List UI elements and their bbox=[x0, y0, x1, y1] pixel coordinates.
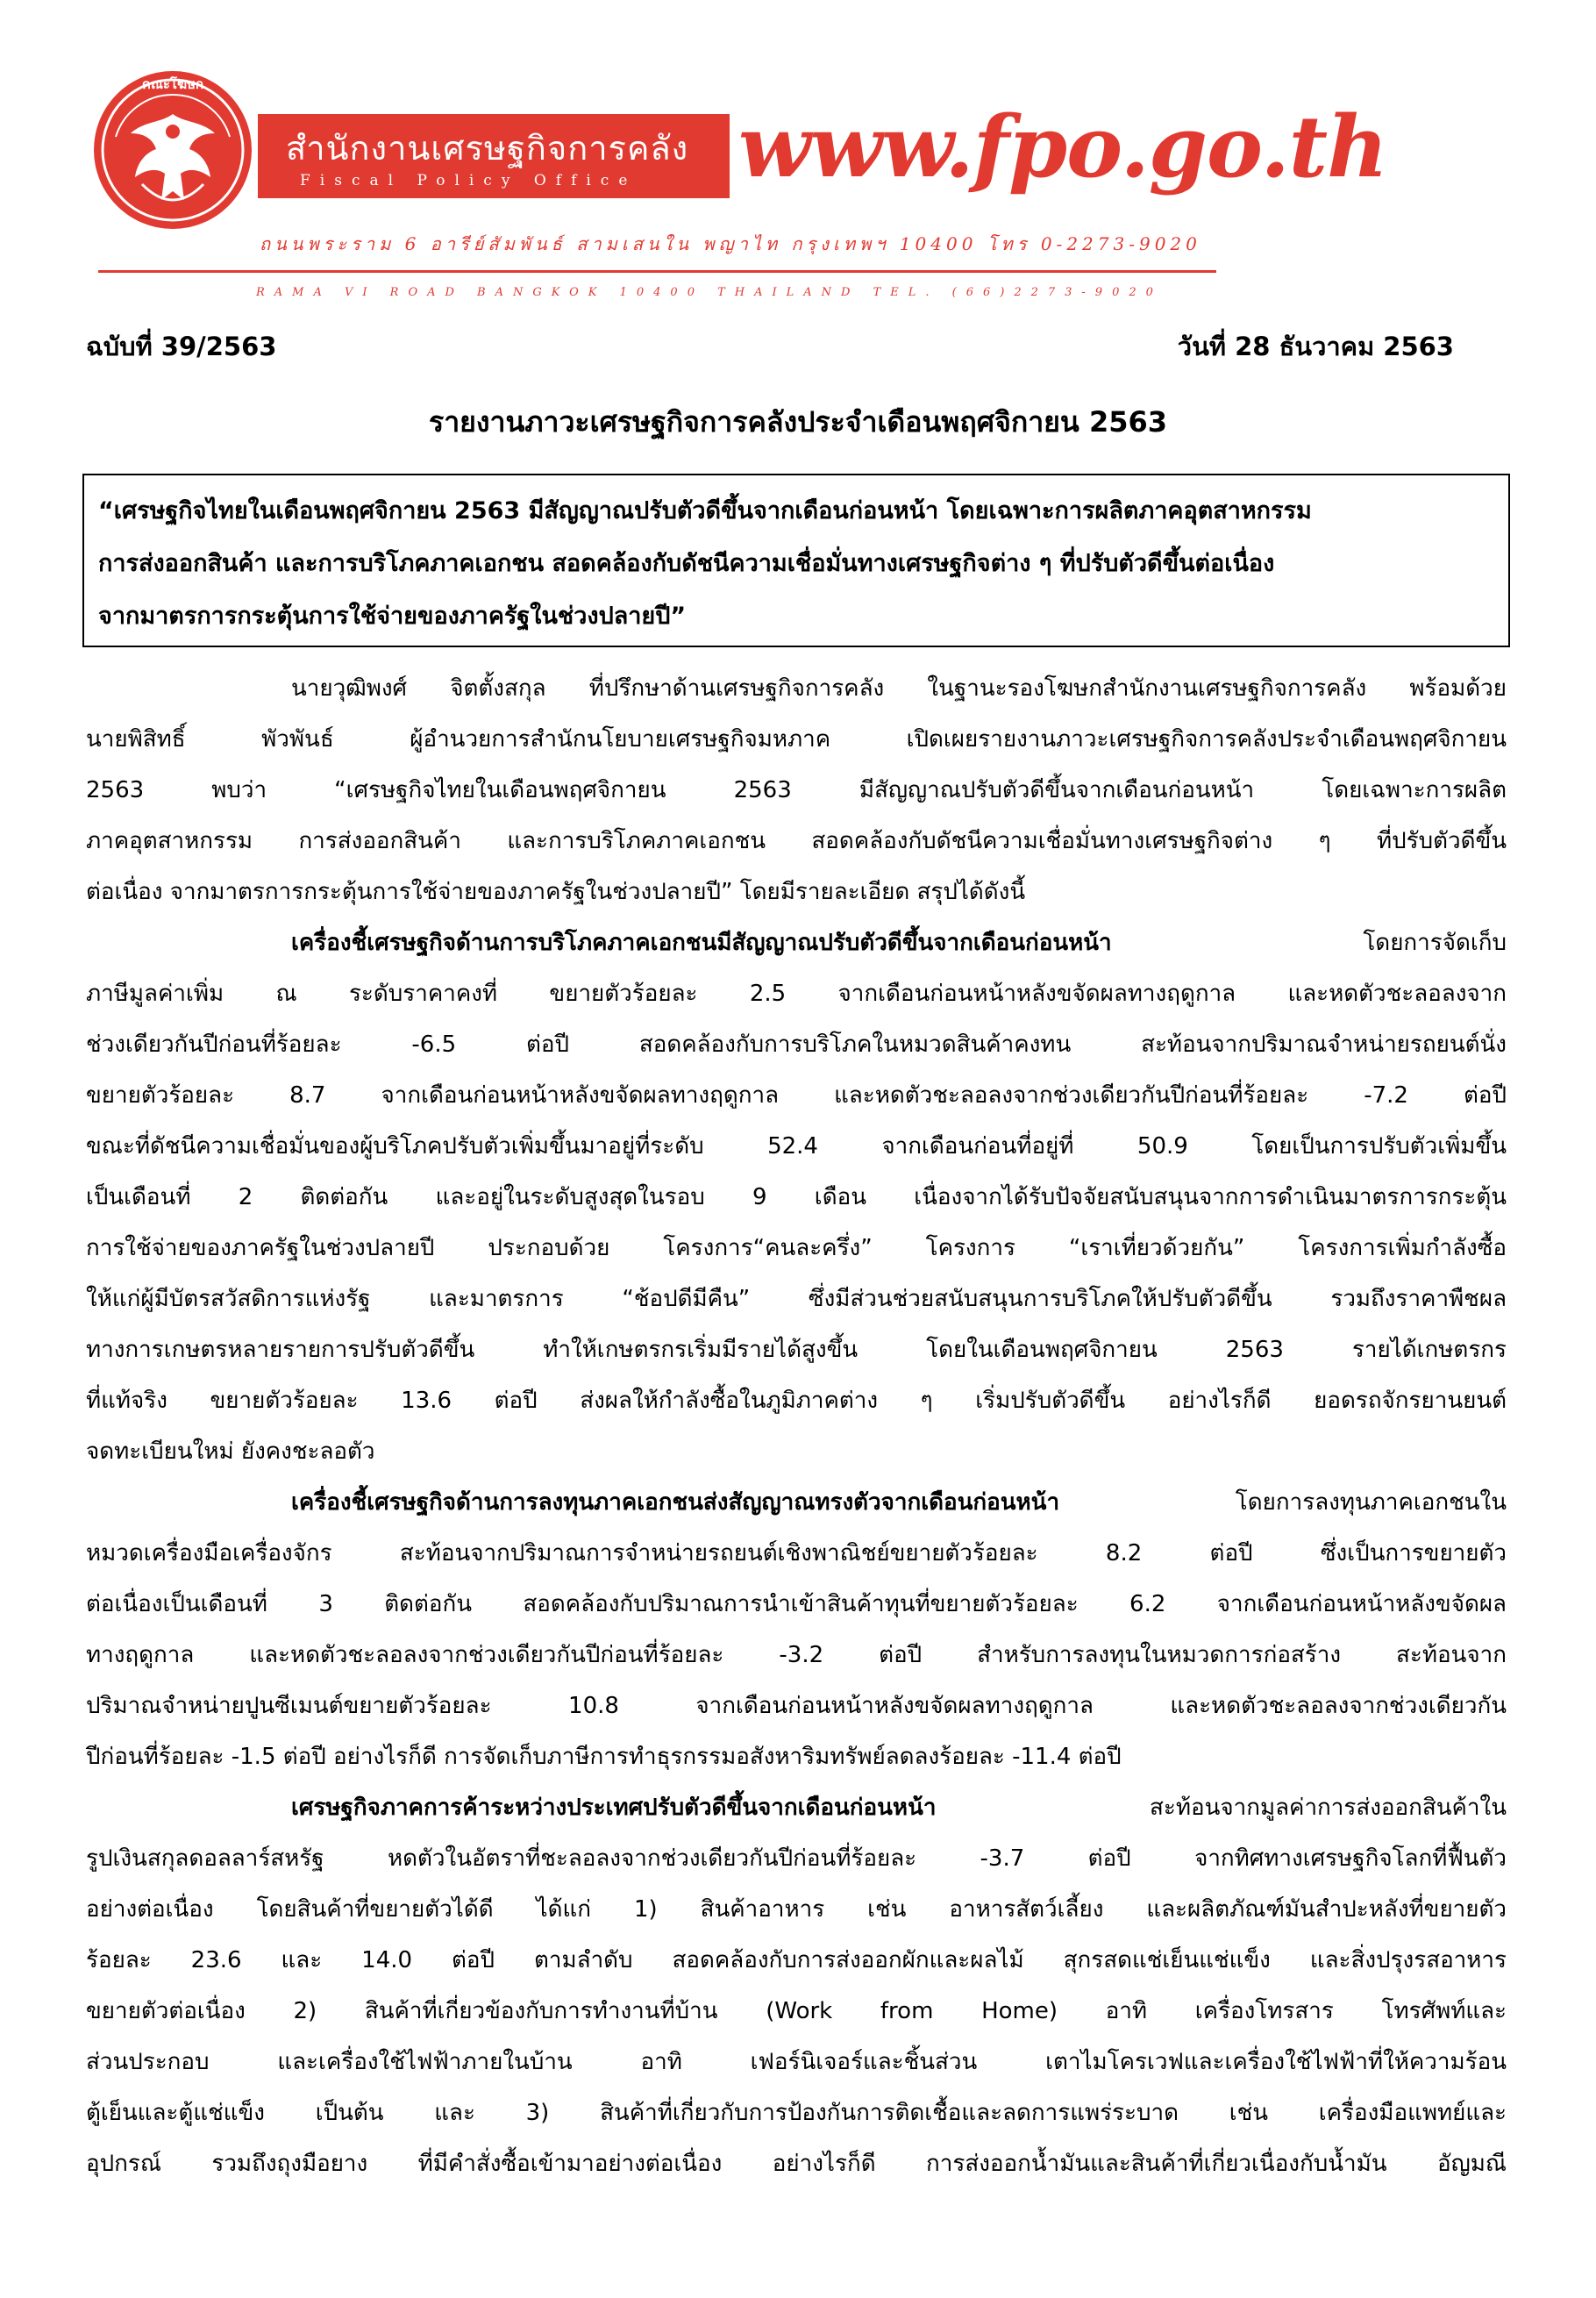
body-line: หมวดเครื่องมือเครื่องจักร สะท้อนจากปริมาณการจำหน่ายรถยนต์เชิงพาณิชย์ขยายตัวร้อยละ 8.2 ต่อปี ซึ่งเป็นการขยายตัว bbox=[86, 1540, 1507, 1566]
body-line: ทางฤดูกาล และหดตัวชะลอลงจากช่วงเดียวกันปีก่อนที่ร้อยละ -3.2 ต่อปี สำหรับการลงทุนในหมวดการก่อสร้าง สะท้อนจาก bbox=[86, 1642, 1507, 1668]
body-line: ช่วงเดียวกันปีก่อนที่ร้อยละ -6.5 ต่อปี สอดคล้องกับการบริโภคในหมวดสินค้าคงทน สะท้อนจากปริมาณจำหน่ายรถยนต์นั่ง bbox=[86, 1031, 1507, 1058]
issue-number: ฉบับที่ 39/2563 bbox=[86, 332, 277, 361]
report-title: รายงานภาวะเศรษฐกิจการคลังประจำเดือนพฤศจิกายน 2563 bbox=[429, 405, 1167, 439]
section-lead-text: สะท้อนจากมูลค่าการส่งออกสินค้าใน bbox=[1150, 1795, 1507, 1821]
body-line: ขณะที่ดัชนีความเชื่อมั่นของผู้บริโภคปรับตัวเพิ่มขึ้นมาอยู่ที่ระดับ 52.4 จากเดือนก่อนที่อยู่ที่ 50.9 โดยเป็นการปรับตัวเพิ่มขึ้น bbox=[86, 1133, 1507, 1160]
section-heading-consumption: เครื่องชี้เศรษฐกิจด้านการบริโภคภาคเอกชนมีสัญญาณปรับตัวดีขึ้นจากเดือนก่อนหน้า bbox=[291, 930, 1112, 956]
section-heading-investment: เครื่องชี้เศรษฐกิจด้านการลงทุนภาคเอกชนส่งสัญญาณทรงตัวจากเดือนก่อนหน้า bbox=[291, 1489, 1060, 1516]
quote-line: จากมาตรการกระตุ้นการใช้จ่ายของภาครัฐในช่วงปลายปี” bbox=[98, 603, 687, 630]
section-heading-line bbox=[291, 931, 1507, 954]
address-thai: ถนนพระราม 6 อารีย์สัมพันธ์ สามเสนใน พญาไท กรุงเทพฯ 10400 โทร 0-2273-9020 bbox=[260, 233, 1201, 254]
issue-date: วันที่ 28 ธันวาคม 2563 bbox=[1177, 332, 1454, 361]
body-line: ปีก่อนที่ร้อยละ -1.5 ต่อปี อย่างไรก็ดี การจัดเก็บภาษีการทำธุรกรรมอสังหาริมทรัพย์ลดลงร้อยละ -11.4 ต่อปี bbox=[86, 1744, 1122, 1770]
body-line: ส่วนประกอบ และเครื่องใช้ไฟฟ้าภายในบ้าน อาทิ เฟอร์นิเจอร์และชิ้นส่วน เตาไมโครเวฟและเครื่องใช้ไฟฟ้าที่ให้ความร้อน bbox=[86, 2049, 1507, 2075]
section-heading-trade: เศรษฐกิจภาคการค้าระหว่างประเทศปรับตัวดีขึ้นจากเดือนก่อนหน้า bbox=[291, 1795, 937, 1821]
letterhead-divider bbox=[98, 270, 1216, 273]
quote-line: การส่งออกสินค้า และการบริโภคภาคเอกชน สอดคล้องกับดัชนีความเชื่อมั่นทางเศรษฐกิจต่าง ๆ ที่ปรับตัวดีขึ้นต่อเนื่อง bbox=[98, 550, 1275, 577]
body-line: ปริมาณจำหน่ายปูนซีเมนต์ขยายตัวร้อยละ 10.8 จากเดือนก่อนหน้าหลังขจัดผลทางฤดูกาล และหดตัวชะลอลงจากช่วงเดียวกัน bbox=[86, 1693, 1507, 1719]
org-name-english: Fiscal Policy Office bbox=[300, 172, 638, 189]
body-line: เป็นเดือนที่ 2 ติดต่อกัน และอยู่ในระดับสูงสุดในรอบ 9 เดือน เนื่องจากได้รับปัจจัยสนับสนุนจากการดำเนินมาตรการกระตุ้น bbox=[86, 1184, 1507, 1210]
body-line: ต่อเนื่อง จากมาตรการกระตุ้นการใช้จ่ายของภาครัฐในช่วงปลายปี” โดยมีรายละเอียด สรุปได้ดังนี้ bbox=[86, 879, 1026, 905]
body-line: ขยายตัวร้อยละ 8.7 จากเดือนก่อนหน้าหลังขจัดผลทางฤดูกาล และหดตัวชะลอลงจากช่วงเดียวกันปีก่อนที่ร้อยละ -7.2 ต่อปี bbox=[86, 1082, 1507, 1109]
body-line: การใช้จ่ายของภาครัฐในช่วงปลายปี ประกอบด้วย โครงการ“คนละครึ่ง” โครงการ “เราเที่ยวด้วยกัน” โครงการเพิ่มกำลังซื้อ bbox=[86, 1235, 1507, 1261]
letterhead bbox=[0, 0, 1596, 303]
body-line: อุปกรณ์ รวมถึงถุงมือยาง ที่มีคำสั่งซื้อเข้ามาอย่างต่อเนื่อง อย่างไรก็ดี การส่งออกน้ำมันและสินค้าที่เกี่ยวเนื่องกับน้ำมัน อัญมณี bbox=[86, 2151, 1507, 2177]
body-line: รูปเงินสกุลดอลลาร์สหรัฐ หดตัวในอัตราที่ชะลอลงจากช่วงเดียวกันปีก่อนที่ร้อยละ -3.7 ต่อปี จากทิศทางเศรษฐกิจโลกที่ฟื้นตัว bbox=[86, 1845, 1507, 1872]
quote-line: “เศรษฐกิจไทยในเดือนพฤศจิกายน 2563 มีสัญญาณปรับตัวดีขึ้นจากเดือนก่อนหน้า โดยเฉพาะการผลิตภาคอุตสาหกรรม bbox=[98, 497, 1312, 525]
body-line: ภาคอุตสาหกรรม การส่งออกสินค้า และการบริโภคภาคเอกชน สอดคล้องกับดัชนีความเชื่อมั่นทางเศรษฐกิจต่าง ๆ ที่ปรับตัวดีขึ้น bbox=[86, 828, 1507, 854]
body-line: นายวุฒิพงศ์ จิตตั้งสกุล ที่ปรึกษาด้านเศรษฐกิจการคลัง ในฐานะรองโฆษกสำนักงานเศรษฐกิจการคลัง พร้อมด้วย bbox=[291, 675, 1507, 702]
body-line: ต่อเนื่องเป็นเดือนที่ 3 ติดต่อกัน สอดคล้องกับปริมาณการนำเข้าสินค้าทุนที่ขยายตัวร้อยละ 6.2 จากเดือนก่อนหน้าหลังขจัดผล bbox=[86, 1591, 1507, 1617]
section-heading-line bbox=[291, 1796, 1507, 1819]
body-line: ทางการเกษตรหลายรายการปรับตัวดีขึ้น ทำให้เกษตรกรเริ่มมีรายได้สูงขึ้น โดยในเดือนพฤศจิกายน 2563 รายได้เกษตรกร bbox=[86, 1337, 1507, 1363]
body-line: ภาษีมูลค่าเพิ่ม ณ ระดับราคาคงที่ ขยายตัวร้อยละ 2.5 จากเดือนก่อนหน้าหลังขจัดผลทางฤดูกาล และหดตัวชะลอลงจาก bbox=[86, 981, 1507, 1007]
website-link[interactable]: www.fpo.go.th bbox=[738, 97, 1387, 196]
body-line: 2563 พบว่า “เศรษฐกิจไทยในเดือนพฤศจิกายน 2563 มีสัญญาณปรับตัวดีขึ้นจากเดือนก่อนหน้า โดยเฉพาะการผลิต bbox=[86, 777, 1507, 803]
section-heading-line bbox=[291, 1491, 1507, 1514]
section-lead-text: โดยการจัดเก็บ bbox=[1363, 930, 1507, 956]
body-line: จดทะเบียนใหม่ ยังคงชะลอตัว bbox=[86, 1438, 375, 1465]
body-line: ที่แท้จริง ขยายตัวร้อยละ 13.6 ต่อปี ส่งผลให้กำลังซื้อในภูมิภาคต่าง ๆ เริ่มปรับตัวดีขึ้น อย่างไรก็ดี ยอดรถจักรยานยนต์ bbox=[86, 1388, 1507, 1414]
body-line: ตู้เย็นและตู้แช่แข็ง เป็นต้น และ 3) สินค้าที่เกี่ยวกับการป้องกันการติดเชื้อและลดการแพร่ระบาด เช่น เครื่องมือแพทย์และ bbox=[86, 2100, 1507, 2126]
body-line: นายพิสิทธิ์ พัวพันธ์ ผู้อำนวยการสำนักนโยบายเศรษฐกิจมหภาค เปิดเผยรายงานภาวะเศรษฐกิจการคลังประจำเดือนพฤศจิกายน bbox=[86, 726, 1507, 753]
section-lead-text: โดยการลงทุนภาคเอกชนใน bbox=[1235, 1489, 1507, 1516]
org-name-bar bbox=[258, 114, 730, 198]
body-line: ให้แก่ผู้มีบัตรสวัสดิการแห่งรัฐ และมาตรการ “ช้อปดีมีคืน” ซึ่งมีส่วนช่วยสนับสนุนการบริโภคให้ปรับตัวดีขึ้น รวมถึงราคาพืชผล bbox=[86, 1286, 1507, 1312]
seal-text: คณะโฆษก bbox=[141, 76, 204, 92]
address-english: RAMA VI ROAD BANGKOK 10400 THAILAND TEL. (66)2273-9020 bbox=[256, 286, 1163, 299]
body-line: ขยายตัวต่อเนื่อง 2) สินค้าที่เกี่ยวข้องกับการทำงานที่บ้าน (Work from Home) อาทิ เครื่องโทรสาร โทรศัพท์และ bbox=[86, 1998, 1507, 2024]
summary-quote-box bbox=[82, 474, 1510, 647]
body-line: ร้อยละ 23.6 และ 14.0 ต่อปี ตามลำดับ สอดคล้องกับการส่งออกผักและผลไม้ สุกรสดแช่เย็นแช่แข็ง และสิ่งปรุงรสอาหาร bbox=[86, 1947, 1507, 1973]
org-name-thai: สำนักงานเศรษฐกิจการคลัง bbox=[286, 129, 689, 168]
body-line: อย่างต่อเนื่อง โดยสินค้าที่ขยายตัวได้ดี ได้แก่ 1) สินค้าอาหาร เช่น อาหารสัตว์เลี้ยง และผลิตภัณฑ์มันสำปะหลังที่ขยายตัว bbox=[86, 1896, 1507, 1923]
